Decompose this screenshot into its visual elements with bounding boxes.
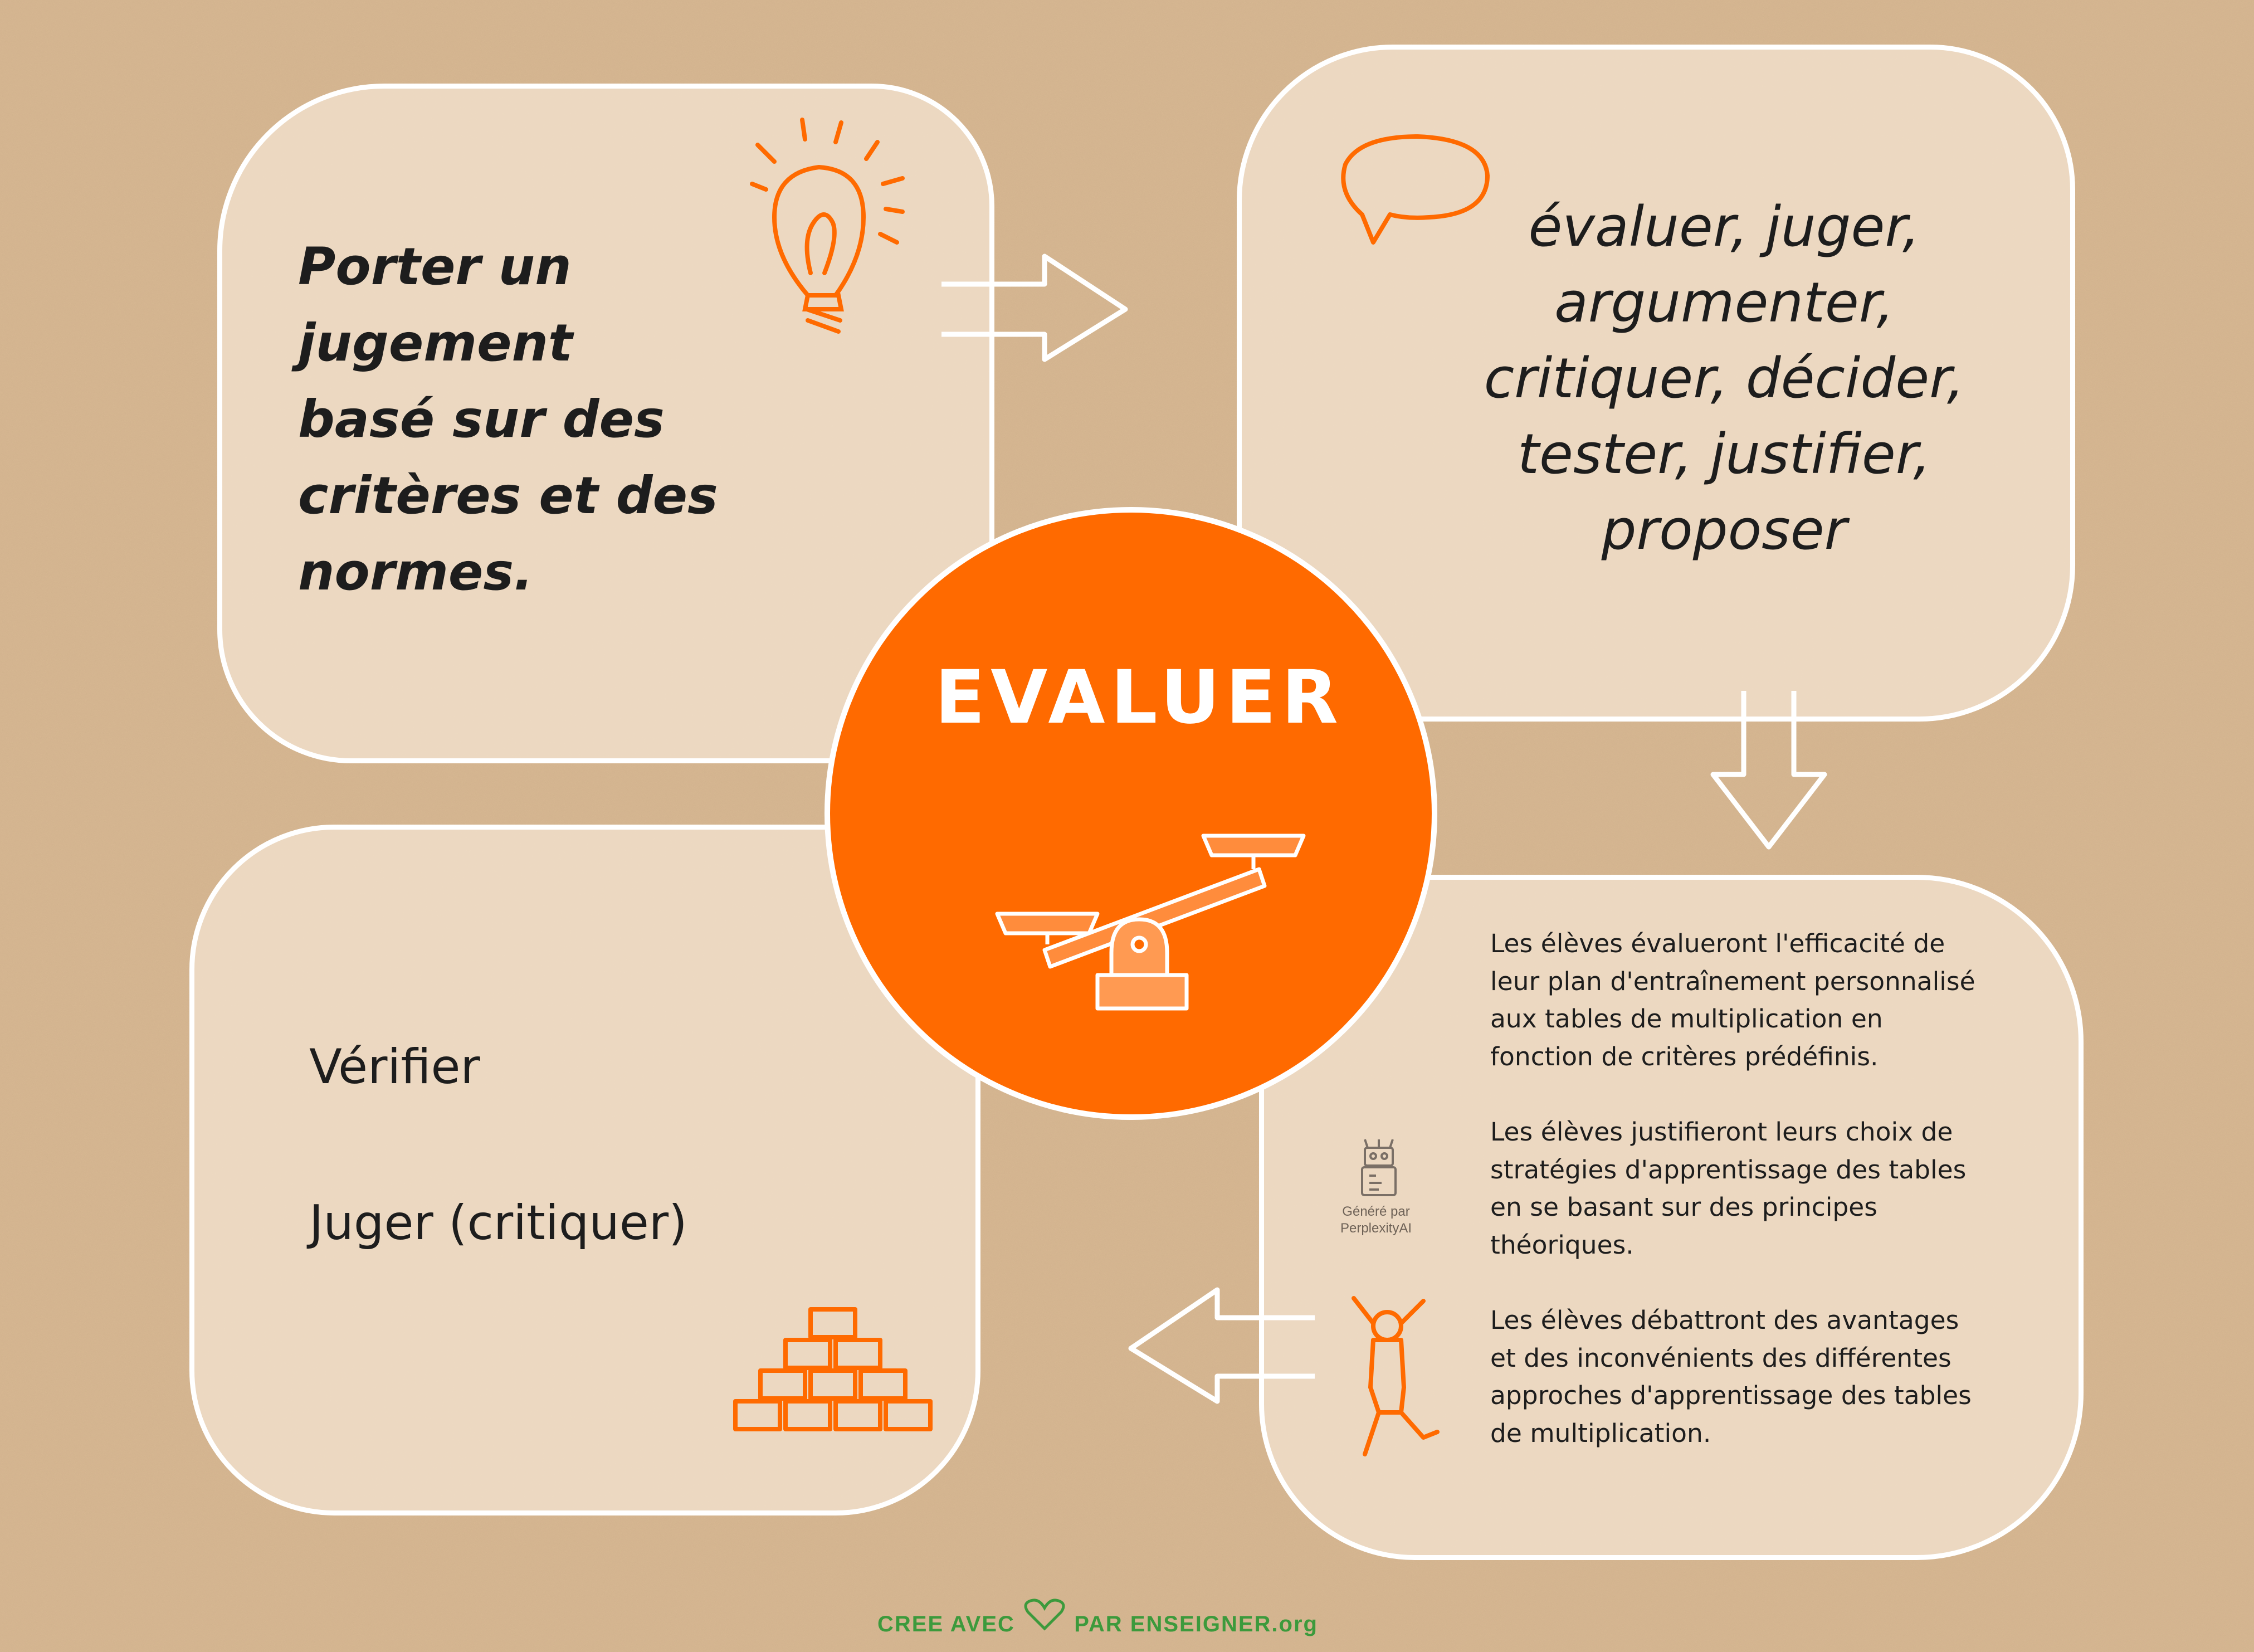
subskill-verify: Vérifier <box>309 1039 480 1095</box>
jumping-person-icon <box>1340 1293 1440 1460</box>
examples-text <box>1490 925 1980 1490</box>
verbs-text <box>1460 189 1989 568</box>
definition-text: Porter un jugement basé sur des critères et des normes. <box>298 237 718 602</box>
arrow-down-icon <box>1699 685 1838 869</box>
arrow-left-icon <box>1120 1281 1320 1410</box>
verbs-line: proposer <box>1601 498 1847 562</box>
generated-label: Généré par PerplexityAI <box>1340 1204 1412 1236</box>
arrow-right-icon <box>936 245 1136 373</box>
center-circle <box>819 501 1443 1125</box>
footer <box>877 1598 1318 1637</box>
center-title: EVALUER <box>935 655 1344 740</box>
robot-icon <box>1354 1134 1404 1201</box>
footer-text-before: CREE AVEC <box>877 1612 1015 1636</box>
subskill-judge: Juger (critiquer) <box>309 1195 687 1251</box>
verbs-line: tester, justifier, <box>1518 422 1931 486</box>
example-paragraph: Les élèves justifieront leurs choix de stratégies d'apprentissage des tables en se basant sur des principes théoriques. <box>1490 1117 1967 1260</box>
example-paragraph: Les élèves évalueront l'efficacité de leur plan d'entraînement personnalisé aux tables de multiplication en fonction de critères prédéfinis. <box>1490 929 1975 1071</box>
verbs-line: argumenter, <box>1554 271 1894 335</box>
example-paragraph: Les élèves débattront des avantages et des inconvénients des différentes approches d'apprentissage des tables de multiplication. <box>1490 1305 1972 1448</box>
verbs-line: évaluer, juger, <box>1528 195 1920 259</box>
footer-text-after: PAR ENSEIGNER.org <box>1074 1612 1318 1636</box>
heart-icon <box>1022 1598 1067 1637</box>
lightbulb-icon <box>741 117 953 340</box>
balance-scale-icon <box>992 825 1315 1025</box>
verbs-line: critiquer, décider, <box>1484 347 1965 411</box>
brick-pyramid-icon <box>730 1298 936 1437</box>
